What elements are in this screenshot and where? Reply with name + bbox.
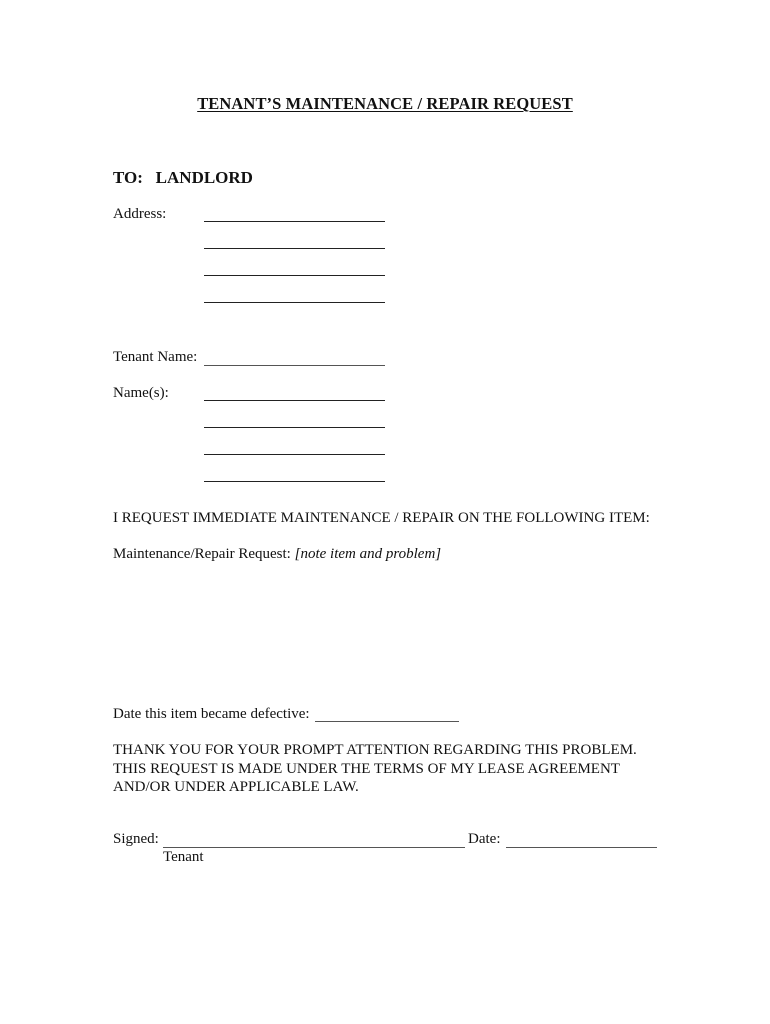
recipient-heading	[113, 168, 253, 188]
closing-line-3: AND/OR UNDER APPLICABLE LAW.	[113, 779, 359, 795]
repair-request-field[interactable]	[113, 546, 441, 563]
closing-line-2: THIS REQUEST IS MADE UNDER THE TERMS OF MY LEASE AGREEMENT	[113, 760, 620, 777]
address-line-4[interactable]	[204, 302, 385, 303]
document-title: TENANT’S MAINTENANCE / REPAIR REQUEST	[197, 94, 573, 113]
closing-line-1: THANK YOU FOR YOUR PROMPT ATTENTION REGARDING THIS PROBLEM.	[113, 742, 637, 758]
names-line-4[interactable]	[204, 481, 385, 482]
defect-date-label: Date this item became defective:	[113, 706, 310, 722]
to-label: TO:	[113, 168, 143, 187]
closing-paragraph	[113, 741, 637, 797]
names-line-1[interactable]	[204, 400, 385, 401]
address-line-2[interactable]	[204, 248, 385, 249]
defect-date-field[interactable]	[315, 721, 459, 722]
sign-date-field[interactable]	[506, 847, 657, 848]
signed-label: Signed:	[113, 831, 159, 847]
request-statement: I REQUEST IMMEDIATE MAINTENANCE / REPAIR ON THE FOLLOWING ITEM:	[113, 510, 650, 526]
repair-request-label: Maintenance/Repair Request:	[113, 546, 291, 562]
address-label: Address:	[113, 206, 167, 222]
address-line-1[interactable]	[204, 221, 385, 222]
names-line-3[interactable]	[204, 454, 385, 455]
names-label: Name(s):	[113, 385, 169, 401]
signature-field[interactable]	[163, 847, 465, 848]
signer-caption: Tenant	[163, 849, 204, 865]
recipient-name: LANDLORD	[155, 168, 253, 187]
address-line-3[interactable]	[204, 275, 385, 276]
tenant-name-field[interactable]	[204, 365, 385, 366]
tenant-name-label: Tenant Name:	[113, 349, 198, 365]
repair-request-hint: [note item and problem]	[294, 546, 442, 562]
sign-date-label: Date:	[468, 831, 501, 847]
names-line-2[interactable]	[204, 427, 385, 428]
